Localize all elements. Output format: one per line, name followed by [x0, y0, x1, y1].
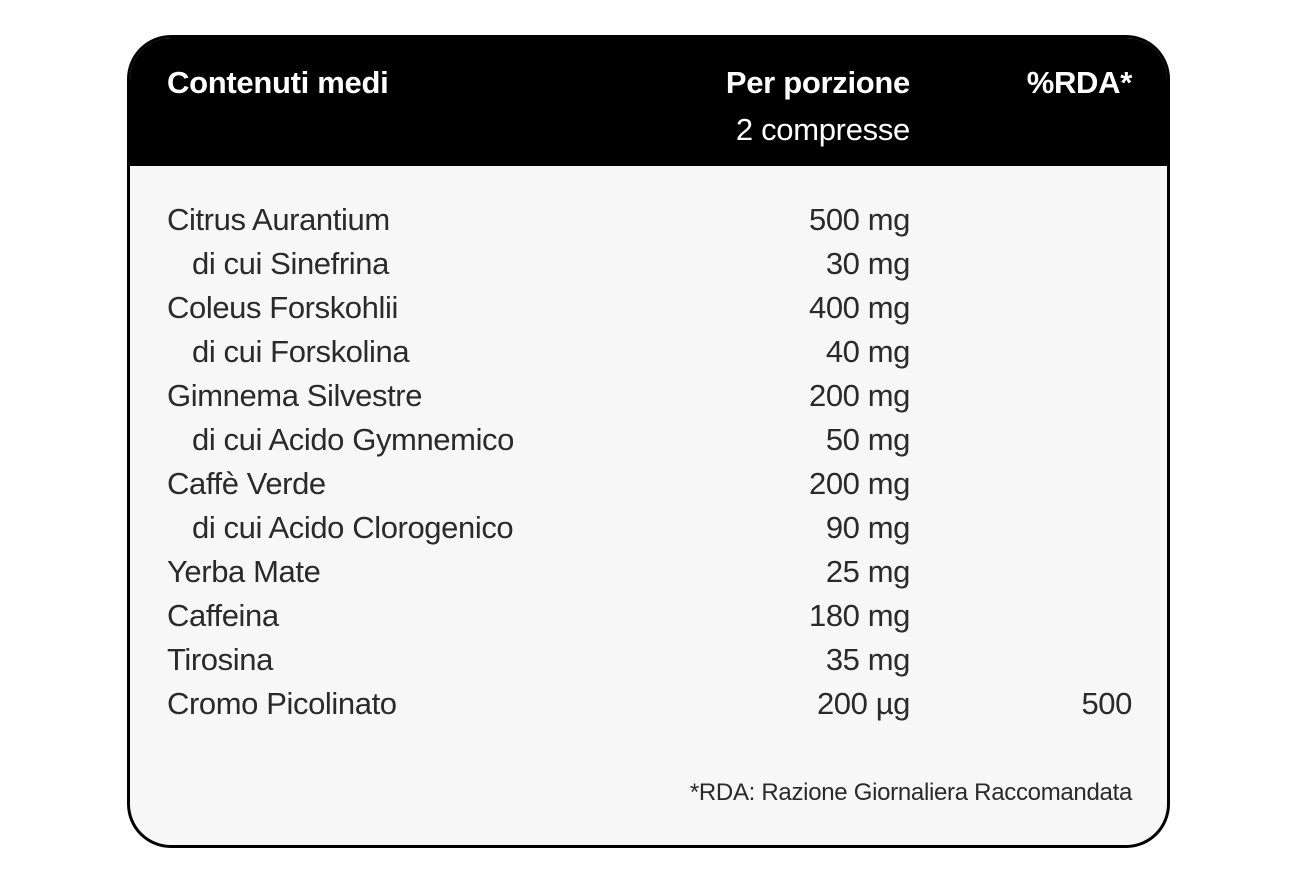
ingredient-amount: 25 mg [825, 554, 910, 589]
ingredient-name: di cui Forskolina [192, 334, 410, 369]
ingredient-amount: 200 mg [809, 466, 910, 501]
header-serving-label: Per porzione [725, 65, 910, 100]
table-row [130, 594, 1167, 638]
table-body [130, 198, 1167, 726]
ingredient-amount: 35 mg [825, 642, 910, 677]
header-content-label: Contenuti medi [167, 65, 389, 100]
table-row [130, 330, 1167, 374]
table-row [130, 506, 1167, 550]
ingredient-name: Coleus Forskohlii [167, 290, 398, 325]
table-row [130, 374, 1167, 418]
ingredient-amount: 200 mg [809, 378, 910, 413]
table-row [130, 682, 1167, 726]
rda-footnote: *RDA: Razione Giornaliera Raccomandata [689, 779, 1132, 806]
ingredient-name: Cromo Picolinato [167, 686, 397, 721]
table-row [130, 550, 1167, 594]
ingredient-name: Citrus Aurantium [167, 202, 390, 237]
ingredient-name: Gimnema Silvestre [167, 378, 423, 413]
nutrition-table [127, 35, 1170, 848]
ingredient-amount: 50 mg [825, 422, 910, 457]
ingredient-name: di cui Acido Clorogenico [192, 510, 514, 545]
table-row [130, 242, 1167, 286]
header-rda-label: %RDA* [1026, 65, 1132, 100]
ingredient-amount: 400 mg [809, 290, 910, 325]
ingredient-name: di cui Acido Gymnemico [192, 422, 514, 457]
ingredient-name: Yerba Mate [167, 554, 321, 589]
ingredient-amount: 500 mg [809, 202, 910, 237]
table-row [130, 418, 1167, 462]
ingredient-name: di cui Sinefrina [192, 246, 389, 281]
ingredient-name: Caffeina [167, 598, 279, 633]
table-row [130, 286, 1167, 330]
ingredient-amount: 30 mg [825, 246, 910, 281]
ingredient-amount: 40 mg [825, 334, 910, 369]
ingredient-amount: 200 µg [816, 686, 910, 721]
ingredient-rda: 500 [1081, 686, 1132, 721]
ingredient-amount: 90 mg [825, 510, 910, 545]
table-row [130, 198, 1167, 242]
ingredient-name: Caffè Verde [167, 466, 326, 501]
table-row [130, 462, 1167, 506]
table-row [130, 638, 1167, 682]
ingredient-name: Tirosina [167, 642, 273, 677]
table-header [130, 38, 1167, 166]
header-serving-sublabel: 2 compresse [735, 112, 910, 147]
ingredient-amount: 180 mg [809, 598, 910, 633]
